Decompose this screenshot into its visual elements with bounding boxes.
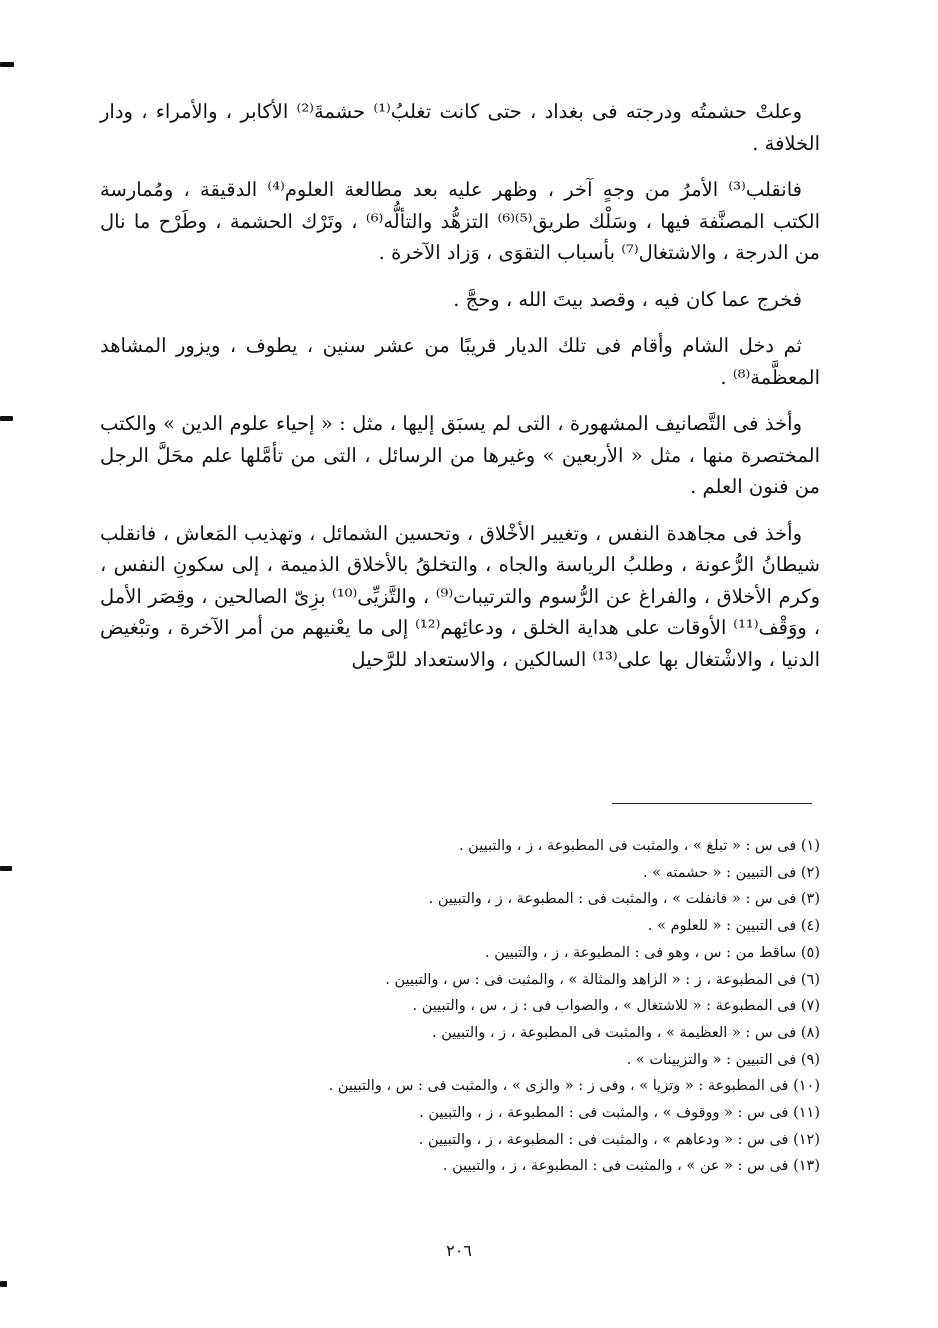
footnote-10: (١٠) فى المطبوعة : « وتزيا » ، وفى ز : « والزى » ، والمثبت فى : س ، والتبيين . [328,1078,820,1095]
scan-edge-mark [0,1281,7,1287]
footnote-9: (٩) فى التبيين : « والتزيينات » . [626,1051,820,1068]
footnote-7: (٧) فى المطبوعة : « للاشتغال » ، والصواب فى : ز ، س ، والتبيين . [412,998,820,1015]
paragraph-2: فانقلب⁽³⁾ الأمرُ من وجهٍ آخر ، وظهر عليه بعد مطالعة العلوم⁽⁴⁾ الدقيقة ، ومُمارسة الكتب المصنَّفة فيها ، وسَلْك طريق⁽⁵⁾⁽⁶⁾ التزهُّد والتألُّه⁽⁶⁾ ، وتَرْك الحشمة ، وطَرْح ما نال من الدرجة ، والاشتغال⁽⁷⁾ بأسباب التقوَى ، وَزاد الآخرة . [100,178,820,264]
paragraph-6: وأخذ فى مجاهدة النفس ، وتغيير الأخْلاق ، وتحسين الشمائل ، وتهذيب المَعاش ، فانقلب شيطانُ الرُّعونة ، وطلبُ الرياسة والجاه ، والتخلقُ بالأخلاق الذميمة ، إلى سكونِ النفس ، وكرم الأخلاق ، والفراغ عن الرُّسوم والترتيبات⁽⁹⁾ ، والتَّزيِّى⁽¹⁰⁾ بزِىّ الصالحين ، وقِصَر الأمل ، ووَقْف⁽¹¹⁾ الأوقات على هداية الخلق ، ودعائِهم⁽¹²⁾ إلى ما يعْنيهم من أمر الآخرة ، وتبْغيض الدنيا ، والاشْتغال بها على⁽¹³⁾ السالكين ، والاستعداد للرَّحيل [100,521,820,671]
scan-edge-mark [0,866,12,871]
page-number: ٢٠٦ [446,1241,472,1260]
main-text [100,96,820,690]
footnote-13: (١٣) فى س : « عن » ، والمثبت فى : المطبوعة ، ز ، والتبيين . [442,1158,820,1175]
footnote-separator [612,803,812,804]
footnote-3: (٣) فى س : « فانفلت » ، والمثبت فى : المطبوعة ، ز ، والتبيين . [428,891,820,908]
footnote-2: (٢) فى التبيين : « حشمته » . [642,864,820,881]
footnote-11: (١١) فى س : « ووقوف » ، والمثبت فى : المطبوعة ، ز ، والتبيين . [419,1105,820,1122]
scan-edge-mark [0,62,14,67]
footnotes [280,833,820,1180]
paragraph-5: وأخذ فى التَّصانيف المشهورة ، التى لم يسبَق إليها ، مثل : « إحياء علوم الدين » والكتب المختصرة منها ، مثل « الأربعين » وغيرها من الرسائل ، التى من تأمَّلها علم محَلَّ الرجل من فنون العلم . [100,412,820,498]
paragraph-1: وعلتْ حشمتُه ودرجته فى بغداد ، حتى كانت تغلبُ⁽¹⁾ حشمةَ⁽²⁾ الأكابر ، والأمراء ، ودار الخلافة . [100,100,820,155]
footnote-6: (٦) فى المطبوعة ، ز : « الزاهد والمثالة » ، والمثبت فى : س ، والتبيين . [385,971,820,988]
scan-edge-mark [0,416,13,421]
footnote-4: (٤) فى التبيين : « للعلوم » . [647,918,820,935]
footnote-1: (١) فى س : « تبلغ » ، والمثبت فى المطبوعة ، ز ، والتبيين . [458,838,820,854]
paragraph-4: ثم دخل الشام وأقام فى تلك الديار قريبًا من عشر سنين ، يطوف ، ويزور المشاهد المعظَّمة⁽⁸⁾ . [100,334,820,389]
paragraph-3: فخرج عما كان فيه ، وقصد بيتَ الله ، وحجَّ . [453,287,802,311]
footnote-12: (١٢) فى س : « ودعاهم » ، والمثبت فى : المطبوعة ، ز ، والتبيين . [418,1131,820,1148]
footnote-5: (٥) ساقط من : س ، وهو فى : المطبوعة ، ز ، والتبيين . [484,944,820,961]
footnote-8: (٨) فى س : « العظيمة » ، والمثبت فى المطبوعة ، ز ، والتبيين . [432,1024,820,1041]
